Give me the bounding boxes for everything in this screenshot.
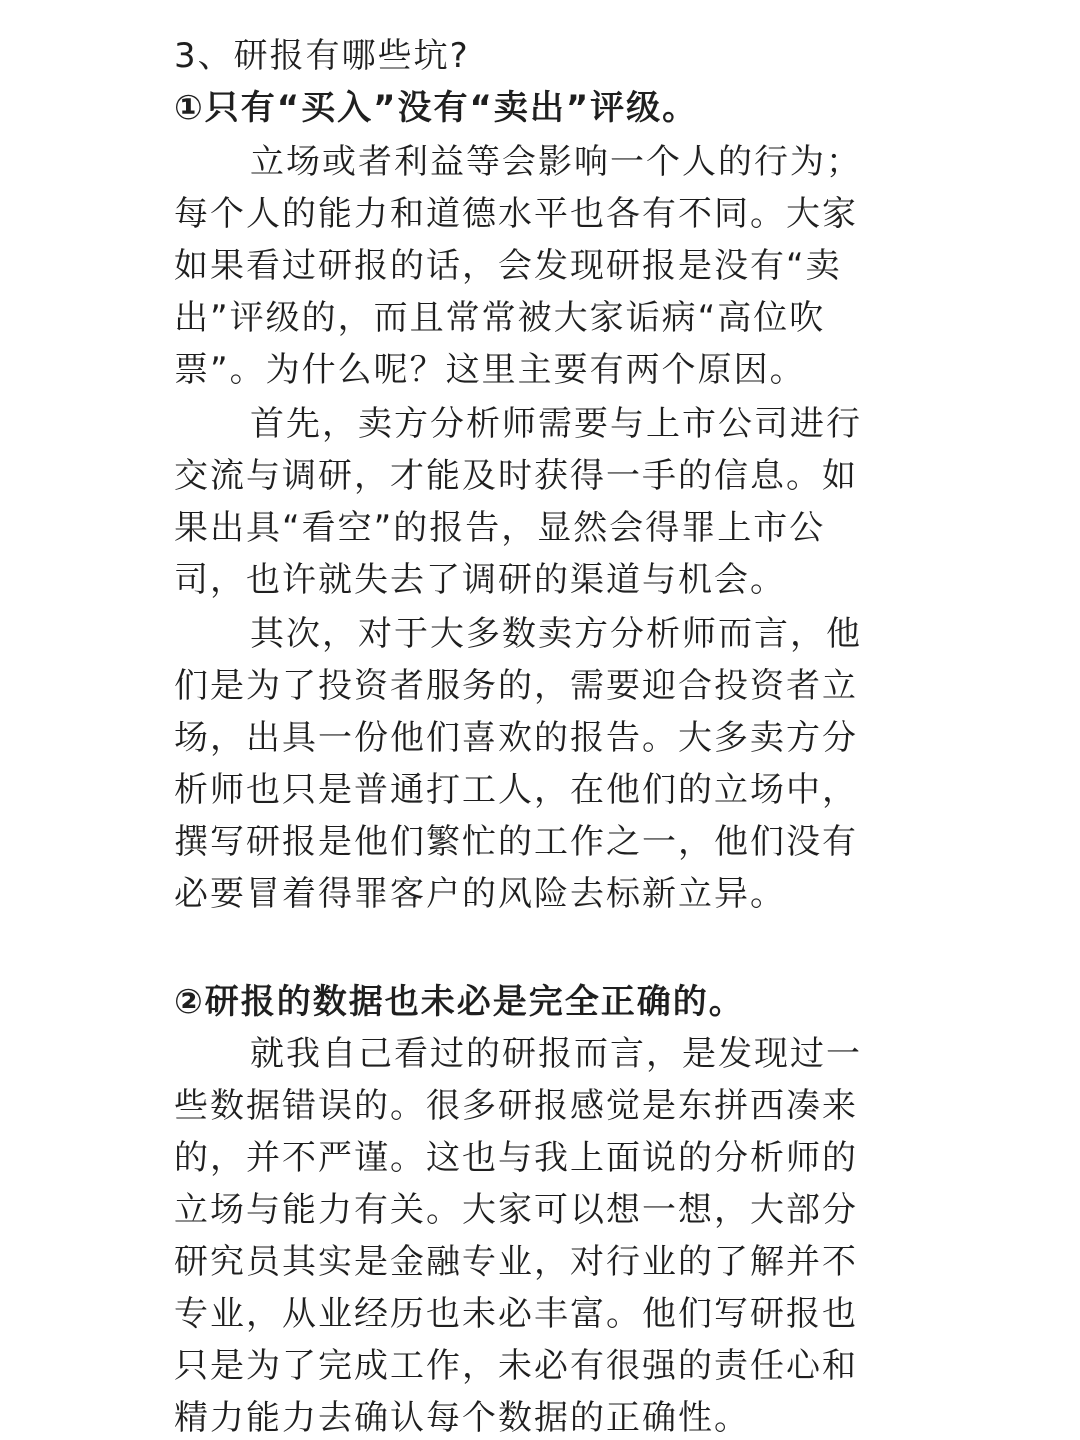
- paragraph-line: 析师也只是普通打工人，在他们的立场中，: [174, 770, 858, 810]
- paragraph-line: 每个人的能力和道德水平也各有不同。大家: [174, 194, 858, 234]
- paragraph-line: 出”评级的，而且常常被大家诟病“高位吹: [174, 298, 826, 338]
- paragraph-line: 精力能力去确认每个数据的正确性。: [174, 1398, 750, 1438]
- paragraph-line: 必要冒着得罪客户的风险去标新立异。: [174, 874, 786, 914]
- paragraph-line: 研究员其实是金融专业，对行业的了解并不: [174, 1242, 858, 1282]
- paragraph-line: 的，并不严谨。这也与我上面说的分析师的: [174, 1138, 858, 1178]
- paragraph-line: 些数据错误的。很多研报感觉是东拼西凑来: [174, 1086, 858, 1126]
- paragraph-line: 其次，对于大多数卖方分析师而言，他: [250, 614, 862, 654]
- paragraph-line: 只是为了完成工作，未必有很强的责任心和: [174, 1346, 858, 1386]
- paragraph-line: 立场与能力有关。大家可以想一想，大部分: [174, 1190, 858, 1230]
- paragraph-line: 立场或者利益等会影响一个人的行为；: [250, 142, 862, 182]
- section2-title: ②研报的数据也未必是完全正确的。: [174, 982, 745, 1022]
- paragraph-line: 果出具“看空”的报告，显然会得罪上市公: [174, 508, 826, 548]
- paragraph-line: 场，出具一份他们喜欢的报告。大多卖方分: [174, 718, 858, 758]
- paragraph-line: 票”。为什么呢？这里主要有两个原因。: [174, 350, 806, 390]
- paragraph-line: 专业，从业经历也未必丰富。他们写研报也: [174, 1294, 858, 1334]
- paragraph-line: 首先，卖方分析师需要与上市公司进行: [250, 404, 862, 444]
- section-heading: 3、研报有哪些坑?: [174, 36, 470, 76]
- paragraph-line: 们是为了投资者服务的，需要迎合投资者立: [174, 666, 858, 706]
- paragraph-line: 就我自己看过的研报而言，是发现过一: [250, 1034, 862, 1074]
- paragraph-line: 司，也许就失去了调研的渠道与机会。: [174, 560, 786, 600]
- section1-title: ①只有“买入”没有“卖出”评级。: [174, 88, 699, 128]
- paragraph-line: 撰写研报是他们繁忙的工作之一，他们没有: [174, 822, 858, 862]
- paragraph-line: 如果看过研报的话，会发现研报是没有“卖: [174, 246, 842, 286]
- paragraph-line: 交流与调研，才能及时获得一手的信息。如: [174, 456, 858, 496]
